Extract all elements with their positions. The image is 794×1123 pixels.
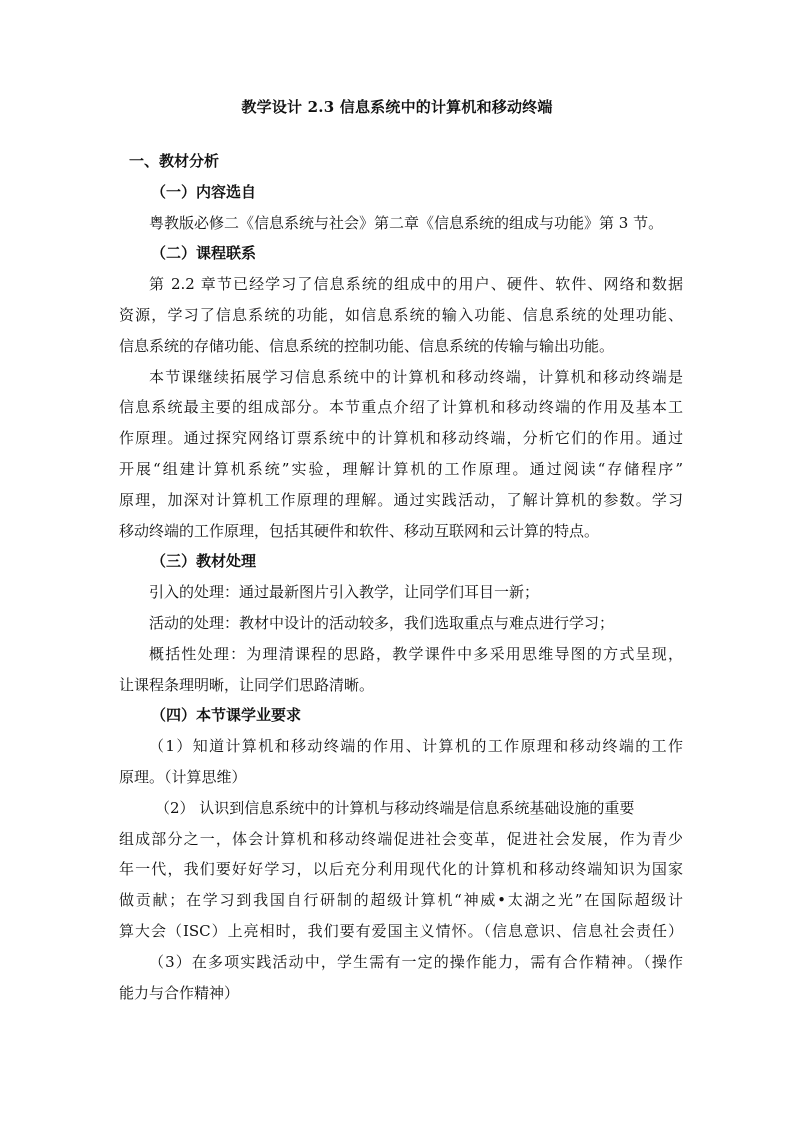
paragraph-line: 概括性处理：为理清课程的思路，教学课件中多采用思维导图的方式呈现， — [149, 644, 683, 663]
paragraph-line: 本节课继续拓展学习信息系统中的计算机和移动终端，计算机和移动终端是 — [149, 367, 683, 386]
document-body — [119, 146, 683, 1008]
document-title: 教学设计 2.3 信息系统中的计算机和移动终端 — [241, 98, 553, 116]
paragraph-line: （1）知道计算机和移动终端的作用、计算机的工作原理和移动终端的工作 — [149, 737, 683, 756]
paragraph-line: 作原理。通过探究网络订票系统中的计算机和移动终端，分析它们的作用。通过 — [119, 429, 683, 448]
paragraph-line: 开展“组建计算机系统”实验，理解计算机的工作原理。通过阅读“存储程序” — [119, 459, 683, 478]
paragraph-line: 粤教版必修二《信息系统与社会》第二章《信息系统的组成与功能》第 3 节。 — [149, 213, 664, 232]
paragraph-line: 资源，学习了信息系统的功能，如信息系统的输入功能、信息系统的处理功能、 — [119, 305, 683, 324]
paragraph-line: 引入的处理：通过最新图片引入教学，让同学们耳目一新； — [149, 583, 540, 602]
paragraph-line: 原理，加深对计算机工作原理的理解。通过实践活动，了解计算机的参数。学习 — [119, 490, 683, 509]
paragraph-line: 让课程条理明晰，让同学们思路清晰。 — [119, 675, 375, 694]
paragraph-line: 活动的处理：教材中设计的活动较多，我们选取重点与难点进行学习； — [149, 613, 615, 632]
paragraph-line: 第 2.2 章节已经学习了信息系统的组成中的用户、硬件、软件、网络和数据 — [149, 275, 683, 294]
paragraph-line: 年一代，我们要好好学习，以后充分利用现代化的计算机和移动终端知识为国家 — [119, 860, 683, 879]
paragraph-line: 原理。（计算思维） — [119, 767, 247, 786]
section-heading-textbook-analysis: 一、教材分析 — [129, 152, 220, 170]
subheading-content-source: （一）内容选自 — [151, 182, 257, 201]
paragraph-line: 信息系统最主要的组成部分。本节重点介绍了计算机和移动终端的作用及基本工 — [119, 398, 683, 417]
subheading-learning-requirements: （四）本节课学业要求 — [151, 706, 302, 725]
paragraph-line: （2） 认识到信息系统中的计算机与移动终端是信息系统基础设施的重要 — [155, 798, 635, 817]
paragraph-line: 移动终端的工作原理，包括其硬件和软件、移动互联网和云计算的特点。 — [119, 521, 600, 540]
paragraph-line: 组成部分之一，体会计算机和移动终端促进社会变革，促进社会发展，作为青少 — [119, 829, 683, 848]
paragraph-line: 能力与合作精神） — [119, 983, 240, 1002]
paragraph-line: 算大会（ISC）上亮相时，我们要有爱国主义情怀。（信息意识、信息社会责任） — [119, 921, 683, 940]
paragraph-line: 信息系统的存储功能、信息系统的控制功能、信息系统的传输与输出功能。 — [119, 336, 615, 355]
subheading-course-connection: （二）课程联系 — [151, 244, 257, 263]
subheading-material-processing: （三）教材处理 — [151, 552, 257, 571]
paragraph-line: （3）在多项实践活动中，学生需有一定的操作能力，需有合作精神。（操作 — [149, 952, 683, 971]
paragraph-line: 做贡献；在学习到我国自行研制的超级计算机“神威•太湖之光”在国际超级计 — [119, 891, 683, 910]
